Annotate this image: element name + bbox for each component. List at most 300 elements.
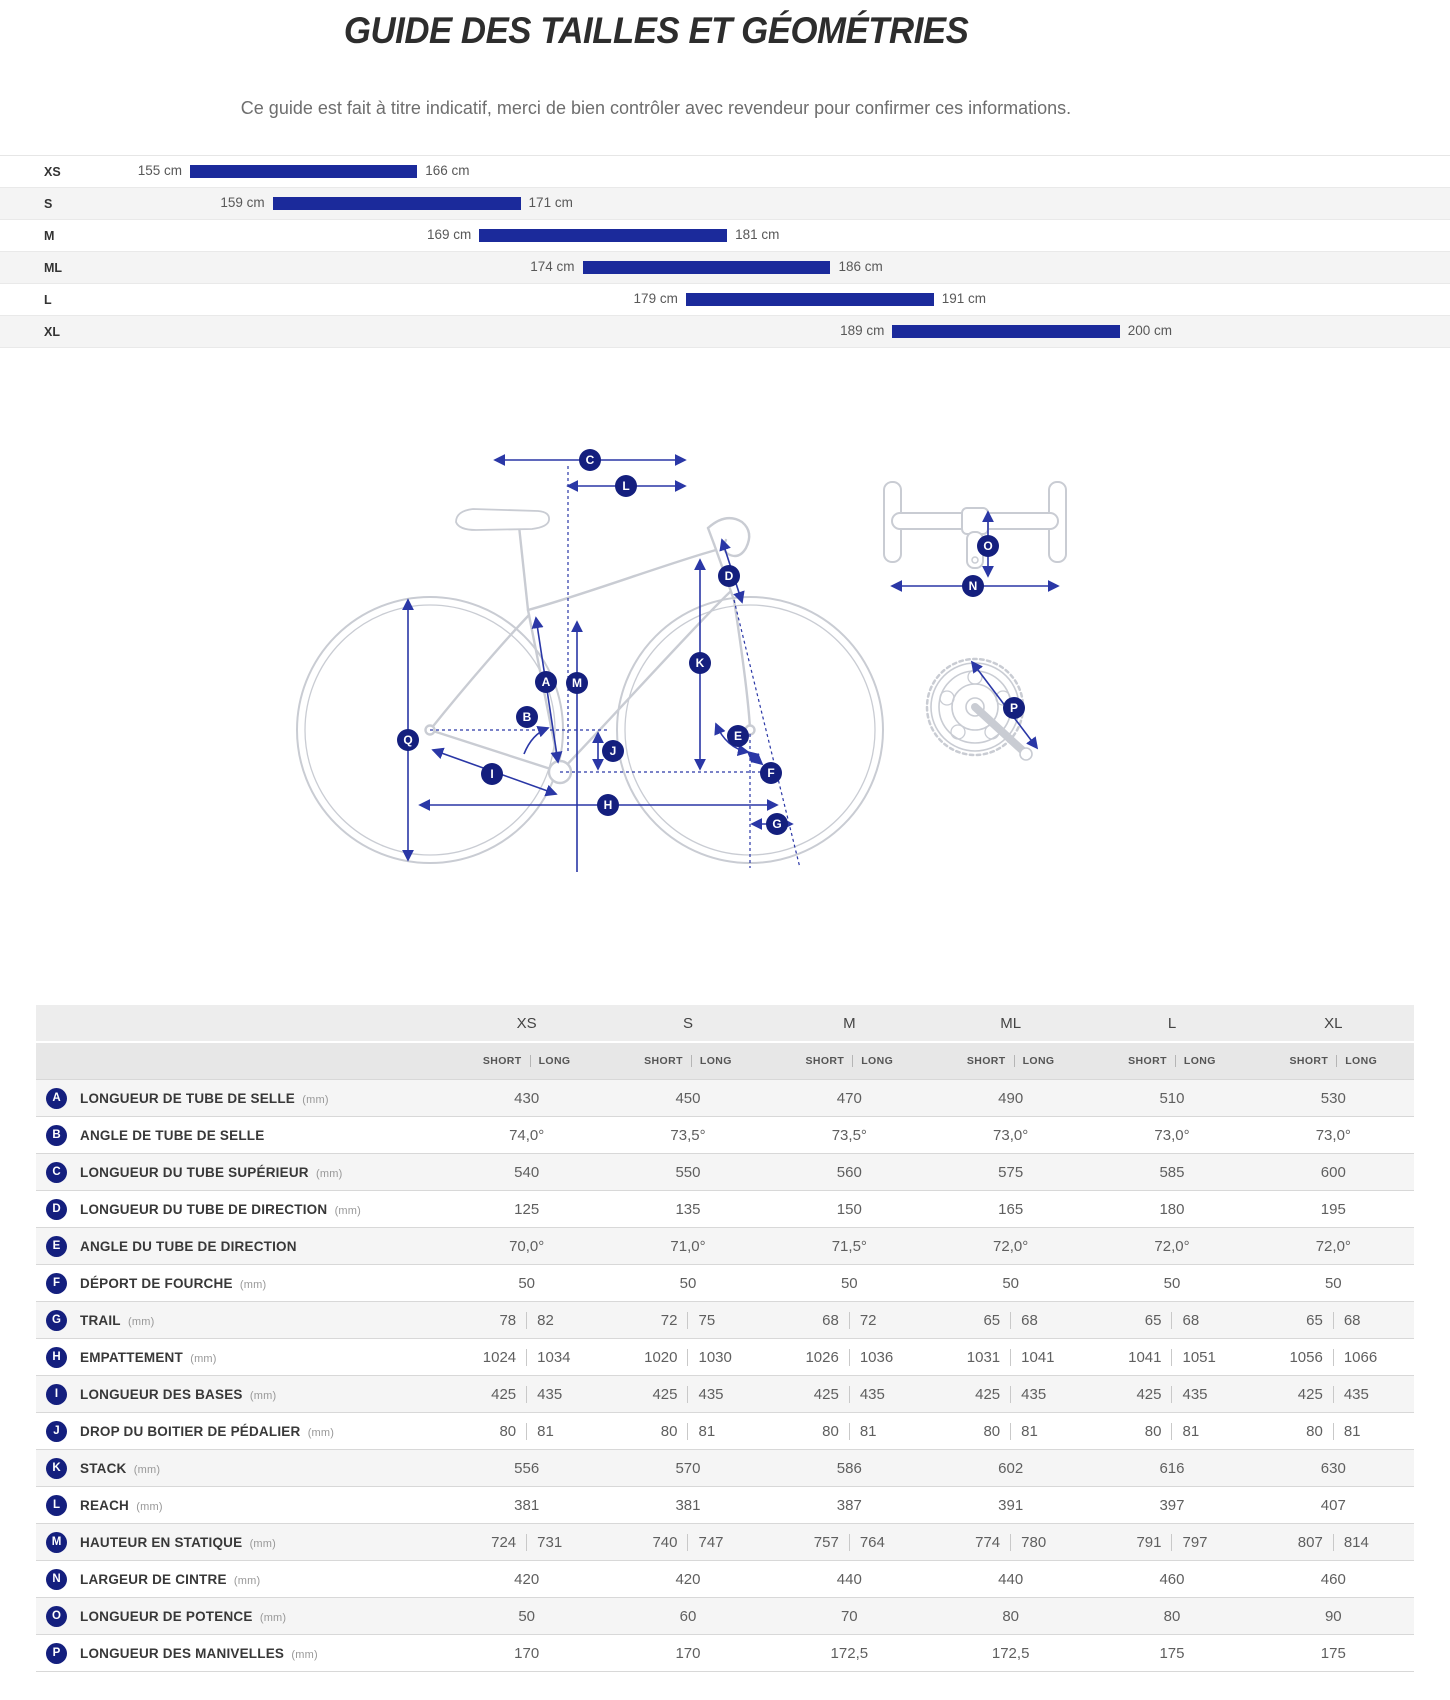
value-cell: [607, 1497, 768, 1514]
subheader-divider: [1014, 1055, 1015, 1067]
value-short: 807: [1297, 1533, 1323, 1551]
svg-text:F: F: [767, 766, 775, 780]
long-label: LONG: [1345, 1055, 1378, 1067]
short-label: SHORT: [966, 1055, 1006, 1067]
row-unit: (mm): [130, 1463, 161, 1476]
diagram-badges: [397, 449, 1025, 835]
row-label: ANGLE DU TUBE DE DIRECTION: [80, 1238, 297, 1254]
value: 180: [1159, 1200, 1185, 1218]
value: 470: [836, 1089, 862, 1107]
value-long: 81: [1182, 1422, 1200, 1440]
subcolumn-header: [446, 1055, 607, 1067]
value-cell: [1091, 1238, 1252, 1255]
value-divider: [526, 1534, 527, 1551]
svg-text:M: M: [572, 676, 582, 690]
size-chart: [0, 155, 1450, 348]
table-row: [36, 1597, 1414, 1634]
row-letter-badge: P: [46, 1643, 67, 1664]
value-short: 425: [1136, 1385, 1162, 1403]
value: 172,5: [830, 1644, 869, 1662]
row-unit: (mm): [230, 1574, 261, 1587]
value: 460: [1159, 1570, 1185, 1588]
value-long: 780: [1021, 1533, 1047, 1551]
long-label: LONG: [538, 1055, 571, 1067]
row-letter-badge: M: [46, 1532, 67, 1553]
svg-text:J: J: [609, 744, 617, 758]
value-cell: [930, 1164, 1091, 1181]
value-short: 724: [491, 1533, 517, 1551]
value-cell: [607, 1201, 768, 1218]
table-row: [36, 1079, 1414, 1116]
value-long: 82: [537, 1311, 554, 1329]
value-cell: [930, 1349, 1091, 1366]
size-label: ML: [44, 261, 63, 275]
value-short: 791: [1136, 1533, 1162, 1551]
value-short: 757: [813, 1533, 839, 1551]
row-unit: (mm): [331, 1204, 362, 1217]
value-short: 80: [1144, 1422, 1162, 1440]
subcolumn-header: [930, 1055, 1091, 1067]
value-cell: [769, 1497, 930, 1514]
value-cell: [1091, 1460, 1252, 1477]
row-label-cell: [36, 1643, 446, 1664]
value-cell: [446, 1090, 607, 1107]
size-row: [0, 284, 1450, 316]
row-label: LONGUEUR DU TUBE DE DIRECTION (mm): [80, 1201, 362, 1217]
value-long: 435: [1021, 1385, 1047, 1403]
value-cell: [446, 1534, 607, 1551]
row-label: EMPATTEMENT (mm): [80, 1349, 217, 1365]
row-label-cell: [36, 1236, 446, 1257]
value: 73,5°: [670, 1126, 706, 1144]
bar-max-label: 200 cm: [1127, 323, 1172, 338]
size-row: [0, 316, 1450, 348]
row-unit: (mm): [236, 1278, 267, 1291]
value: 80: [1163, 1607, 1181, 1625]
value: 60: [679, 1607, 697, 1625]
value-cell: [1091, 1534, 1252, 1551]
value: 165: [998, 1200, 1024, 1218]
value: 50: [1324, 1274, 1342, 1292]
size-bar: [273, 197, 521, 210]
value-divider: [526, 1386, 527, 1403]
table-row: [36, 1301, 1414, 1338]
value: 560: [836, 1163, 862, 1181]
value-cell: [1253, 1497, 1414, 1514]
svg-text:I: I: [490, 767, 494, 781]
row-unit: (mm): [133, 1500, 163, 1513]
bar-min-label: 155 cm: [137, 163, 182, 178]
value-cell: [930, 1201, 1091, 1218]
bar-min-label: 179 cm: [633, 291, 678, 306]
value-cell: [1253, 1534, 1414, 1551]
value-cell: [607, 1608, 768, 1625]
value-divider: [1171, 1534, 1172, 1551]
value-long: 81: [537, 1422, 554, 1440]
value-divider: [849, 1423, 850, 1440]
value-cell: [769, 1608, 930, 1625]
value-cell: [930, 1275, 1091, 1292]
value-cell: [930, 1608, 1091, 1625]
row-letter-badge: D: [46, 1199, 67, 1220]
value-cell: [769, 1164, 930, 1181]
value: 80: [1002, 1607, 1019, 1625]
badge-E: [727, 725, 749, 747]
row-label: LONGUEUR DU TUBE SUPÉRIEUR (mm): [80, 1164, 343, 1180]
value-long: 81: [1021, 1422, 1038, 1440]
value-cell: [446, 1127, 607, 1144]
value: 90: [1324, 1607, 1342, 1625]
value-cell: [1091, 1312, 1252, 1329]
svg-text:N: N: [968, 579, 978, 593]
row-letter-badge: K: [46, 1458, 67, 1479]
table-row: [36, 1523, 1414, 1560]
value: 391: [998, 1496, 1024, 1514]
value: 630: [1320, 1459, 1346, 1477]
short-label: SHORT: [1289, 1055, 1329, 1067]
value-divider: [526, 1349, 527, 1366]
subcolumn-header: [1253, 1055, 1414, 1067]
value-cell: [1253, 1608, 1414, 1625]
value-divider: [849, 1349, 850, 1366]
badge-P: [1003, 697, 1025, 719]
value-cell: [1253, 1164, 1414, 1181]
value-cell: [1091, 1275, 1252, 1292]
bar-min-label: 169 cm: [426, 227, 472, 242]
value-cell: [930, 1571, 1091, 1588]
value-cell: [607, 1164, 768, 1181]
badge-I: [481, 763, 503, 785]
row-label: LARGEUR DE CINTRE (mm): [80, 1571, 261, 1587]
value-long: 72: [859, 1311, 877, 1329]
value-cell: [1253, 1312, 1414, 1329]
size-bar: [479, 229, 727, 242]
value: 460: [1320, 1570, 1346, 1588]
subheader-divider: [691, 1055, 692, 1067]
value-divider: [687, 1423, 688, 1440]
size-label: S: [44, 197, 53, 211]
value: 575: [998, 1163, 1024, 1181]
value-cell: [930, 1238, 1091, 1255]
bar-min-label: 189 cm: [840, 323, 885, 338]
value-divider: [1333, 1312, 1334, 1329]
value-cell: [1091, 1386, 1252, 1403]
value-divider: [1171, 1423, 1172, 1440]
table-row: [36, 1190, 1414, 1227]
value: 50: [1163, 1274, 1181, 1292]
table-header-shortlong: [36, 1043, 1414, 1079]
value-cell: [769, 1275, 930, 1292]
badge-A: [535, 671, 557, 693]
value-short: 80: [1306, 1422, 1323, 1440]
value: 135: [675, 1200, 701, 1218]
row-label-cell: [36, 1088, 446, 1109]
svg-text:E: E: [733, 729, 743, 743]
value-short: 1026: [805, 1348, 839, 1366]
bar-max-label: 181 cm: [735, 227, 780, 242]
value: 74,0°: [509, 1126, 545, 1144]
value-long: 1041: [1021, 1348, 1055, 1366]
value-cell: [446, 1275, 607, 1292]
row-label: LONGUEUR DE POTENCE (mm): [80, 1608, 287, 1624]
row-letter-badge: B: [46, 1125, 67, 1146]
value-cell: [446, 1460, 607, 1477]
value-cell: [769, 1534, 930, 1551]
page-title-wrap: [36, 10, 1276, 52]
value: 420: [675, 1570, 701, 1588]
value-cell: [607, 1090, 768, 1107]
value: 420: [514, 1570, 540, 1588]
column-header: S: [682, 1014, 693, 1032]
value: 195: [1320, 1200, 1346, 1218]
value-long: 68: [1021, 1311, 1038, 1329]
value: 50: [518, 1607, 535, 1625]
subheader-divider: [1175, 1055, 1176, 1067]
svg-text:O: O: [983, 539, 993, 553]
svg-text:A: A: [541, 675, 551, 689]
value-cell: [930, 1312, 1091, 1329]
size-row: [0, 156, 1450, 188]
value: 585: [1159, 1163, 1185, 1181]
row-unit: (mm): [124, 1315, 155, 1328]
badge-F: [760, 762, 782, 784]
subheader-divider: [852, 1055, 853, 1067]
value-short: 80: [499, 1422, 517, 1440]
value-divider: [687, 1349, 688, 1366]
row-label: STACK (mm): [80, 1460, 161, 1476]
value-divider: [849, 1386, 850, 1403]
value-long: 814: [1343, 1533, 1369, 1551]
value-cell: [769, 1571, 930, 1588]
value-cell: [1091, 1349, 1252, 1366]
value: 72,0°: [1315, 1237, 1351, 1255]
value: 72,0°: [1154, 1237, 1190, 1255]
value-cell: [1091, 1571, 1252, 1588]
subheader-divider: [530, 1055, 531, 1067]
value-cell: [1253, 1386, 1414, 1403]
row-label: DROP DU BOITIER DE PÉDALIER (mm): [80, 1423, 335, 1439]
row-letter-badge: C: [46, 1162, 67, 1183]
row-label: DÉPORT DE FOURCHE (mm): [80, 1275, 267, 1291]
row-letter-badge: G: [46, 1310, 67, 1331]
value-long: 68: [1182, 1311, 1200, 1329]
svg-text:K: K: [695, 656, 705, 670]
value-cell: [930, 1090, 1091, 1107]
badge-H: [597, 794, 619, 816]
value: 70,0°: [509, 1237, 545, 1255]
value: 510: [1159, 1089, 1185, 1107]
value-short: 80: [822, 1422, 839, 1440]
value-cell: [1091, 1645, 1252, 1662]
value-long: 81: [859, 1422, 877, 1440]
value: 50: [840, 1274, 858, 1292]
value: 125: [514, 1200, 540, 1218]
value-short: 65: [983, 1311, 1001, 1329]
value-cell: [769, 1349, 930, 1366]
subheader-divider: [1336, 1055, 1337, 1067]
value-long: 1034: [537, 1348, 571, 1366]
value: 586: [836, 1459, 862, 1477]
row-label: LONGUEUR DES BASES (mm): [80, 1386, 277, 1402]
value-cell: [446, 1201, 607, 1218]
long-label: LONG: [861, 1055, 894, 1067]
svg-text:Q: Q: [403, 733, 413, 747]
value: 550: [675, 1163, 701, 1181]
size-label: XL: [44, 325, 60, 339]
row-label: TRAIL (mm): [80, 1312, 155, 1328]
value-long: 1036: [859, 1348, 894, 1366]
page-subtitle: Ce guide est fait à titre indicatif, merci de bien contrôler avec revendeur pour confirmer ces informations.: [240, 98, 1072, 118]
value-cell: [446, 1423, 607, 1440]
value-cell: [607, 1571, 768, 1588]
bar-max-label: 186 cm: [838, 259, 883, 274]
value-short: 425: [975, 1385, 1001, 1403]
short-label: SHORT: [644, 1055, 683, 1067]
value-divider: [849, 1534, 850, 1551]
value-short: 425: [652, 1385, 678, 1403]
value-long: 764: [859, 1533, 885, 1551]
value: 170: [514, 1644, 540, 1662]
bar-max-label: 166 cm: [425, 163, 470, 178]
value: 616: [1159, 1459, 1185, 1477]
column-header: ML: [1000, 1014, 1022, 1032]
row-label: REACH (mm): [80, 1497, 163, 1513]
row-letter-badge: E: [46, 1236, 67, 1257]
row-unit: (mm): [186, 1352, 217, 1365]
value-cell: [607, 1460, 768, 1477]
value-divider: [687, 1312, 688, 1329]
row-unit: (mm): [256, 1611, 287, 1624]
value-cell: [1091, 1090, 1252, 1107]
value: 407: [1320, 1496, 1346, 1514]
size-bar: [892, 325, 1119, 338]
row-unit: (mm): [288, 1648, 318, 1661]
value-divider: [1333, 1534, 1334, 1551]
value-cell: [607, 1275, 768, 1292]
row-label-cell: [36, 1347, 446, 1368]
row-unit: (mm): [304, 1426, 335, 1439]
value-cell: [769, 1090, 930, 1107]
table-row: [36, 1338, 1414, 1375]
value-divider: [1171, 1386, 1172, 1403]
column-header: L: [1167, 1014, 1177, 1032]
value-cell: [930, 1534, 1091, 1551]
value-long: 435: [1182, 1385, 1208, 1403]
value-cell: [1253, 1460, 1414, 1477]
value-short: 80: [983, 1422, 1001, 1440]
value-long: 747: [698, 1533, 724, 1551]
row-letter-badge: N: [46, 1569, 67, 1590]
value-short: 425: [491, 1385, 517, 1403]
value-cell: [769, 1312, 930, 1329]
value: 73,0°: [993, 1126, 1029, 1144]
value: 450: [675, 1089, 701, 1107]
value-cell: [607, 1534, 768, 1551]
row-unit: (mm): [246, 1389, 277, 1402]
badge-J: [602, 740, 624, 762]
page-subtitle-wrap: [36, 98, 1276, 119]
value: 150: [836, 1200, 862, 1218]
row-label-cell: [36, 1384, 446, 1405]
value-cell: [769, 1645, 930, 1662]
value-cell: [446, 1349, 607, 1366]
value: 73,0°: [1315, 1126, 1351, 1144]
value: 430: [514, 1089, 540, 1107]
value-long: 1051: [1182, 1348, 1216, 1366]
table-row: [36, 1634, 1414, 1672]
value-cell: [607, 1238, 768, 1255]
value-cell: [930, 1423, 1091, 1440]
value-short: 1024: [482, 1348, 517, 1366]
value-short: 425: [1297, 1385, 1323, 1403]
row-label-cell: [36, 1569, 446, 1590]
row-label: ANGLE DE TUBE DE SELLE: [80, 1127, 265, 1143]
row-label-cell: [36, 1458, 446, 1479]
geometry-table: [36, 1005, 1414, 1672]
size-bar: [190, 165, 417, 178]
row-label-cell: [36, 1273, 446, 1294]
value-divider: [1010, 1423, 1011, 1440]
value-divider: [1010, 1349, 1011, 1366]
value: 387: [836, 1496, 862, 1514]
value: 172,5: [991, 1644, 1030, 1662]
value: 175: [1159, 1644, 1185, 1662]
row-label-cell: [36, 1495, 446, 1516]
value-divider: [1333, 1349, 1334, 1366]
value: 570: [675, 1459, 701, 1477]
value-cell: [1253, 1645, 1414, 1662]
table-row: [36, 1375, 1414, 1412]
value-short: 65: [1306, 1311, 1323, 1329]
badge-D: [718, 565, 740, 587]
column-header: XL: [1324, 1014, 1343, 1032]
table-row: [36, 1227, 1414, 1264]
value-short: 78: [499, 1311, 517, 1329]
table-row: [36, 1153, 1414, 1190]
value-divider: [1010, 1534, 1011, 1551]
value-cell: [1091, 1164, 1252, 1181]
subcolumn-header: [1091, 1055, 1252, 1067]
badge-M: [566, 672, 588, 694]
value-short: 1056: [1289, 1348, 1323, 1366]
table-row: [36, 1486, 1414, 1523]
row-letter-badge: O: [46, 1606, 67, 1627]
value: 600: [1320, 1163, 1346, 1181]
value-short: 740: [652, 1533, 678, 1551]
value-cell: [769, 1386, 930, 1403]
table-row: [36, 1560, 1414, 1597]
value-long: 435: [537, 1385, 563, 1403]
value-cell: [446, 1386, 607, 1403]
value-short: 1020: [644, 1348, 678, 1366]
value-cell: [930, 1127, 1091, 1144]
value-long: 81: [1343, 1422, 1361, 1440]
value: 73,0°: [1154, 1126, 1190, 1144]
subcolumn-header: [769, 1055, 930, 1067]
value-divider: [849, 1312, 850, 1329]
value: 530: [1320, 1089, 1346, 1107]
value-long: 68: [1343, 1311, 1361, 1329]
value-short: 72: [660, 1311, 678, 1329]
value-cell: [446, 1608, 607, 1625]
value-cell: [1091, 1127, 1252, 1144]
bar-min-label: 159 cm: [220, 195, 265, 210]
row-unit: (mm): [299, 1093, 329, 1106]
value-cell: [1253, 1423, 1414, 1440]
value: 50: [679, 1274, 697, 1292]
value-divider: [526, 1423, 527, 1440]
value-cell: [1091, 1497, 1252, 1514]
